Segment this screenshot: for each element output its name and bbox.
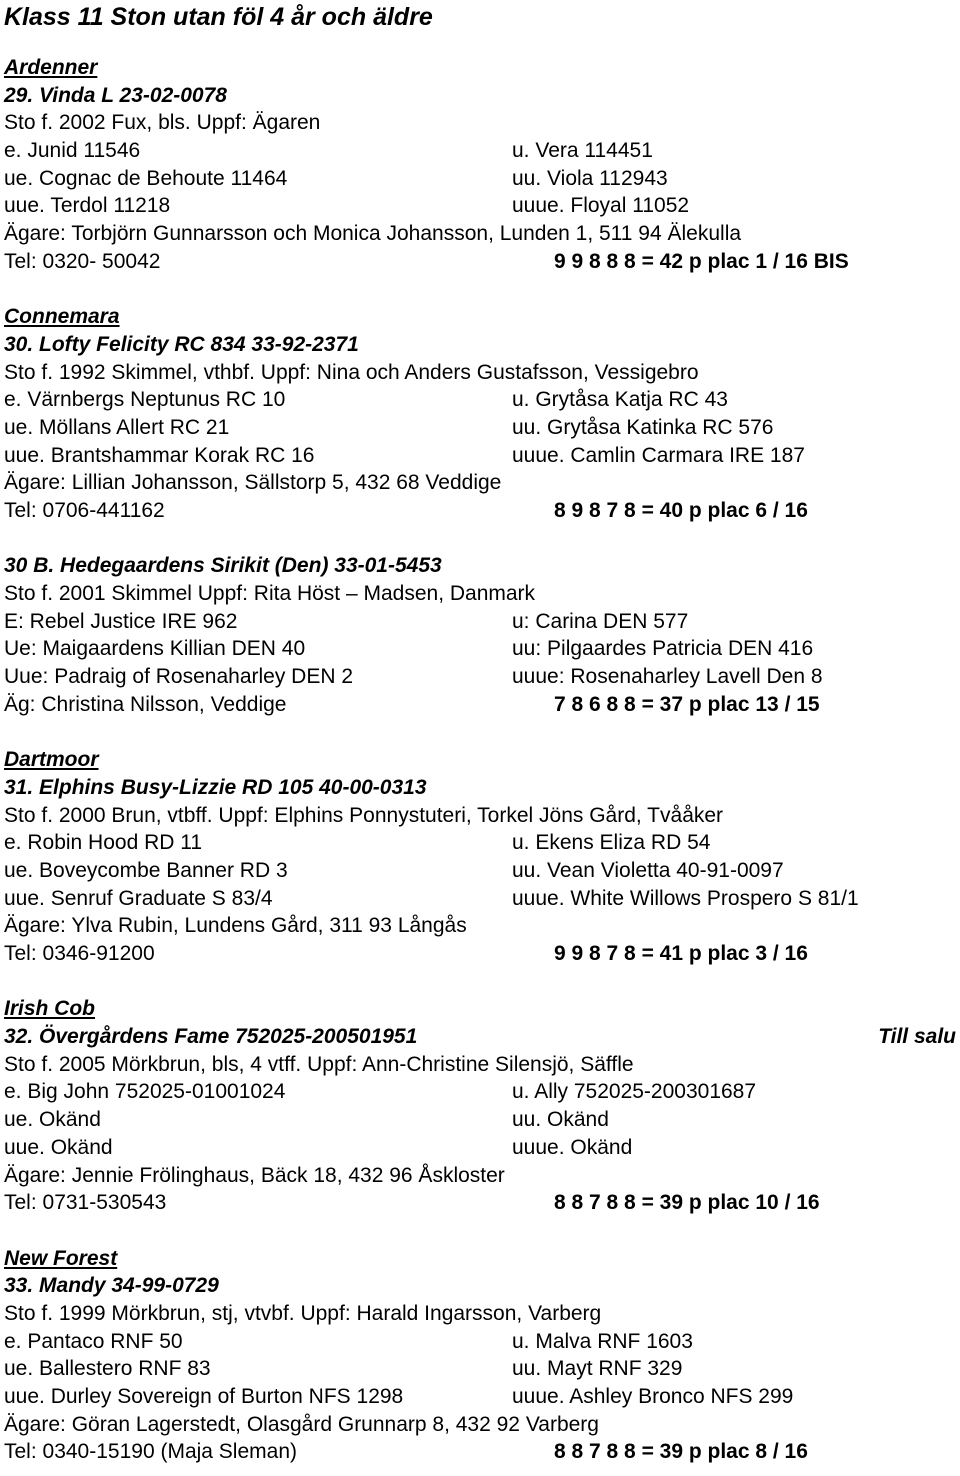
score: 7 8 6 8 8 = 37 p plac 13 / 15 [554, 692, 820, 716]
owner-line: Ägare: Jennie Frölinghaus, Bäck 18, 432 96 Åskloster [4, 1163, 505, 1187]
horse-name-row [4, 1023, 956, 1051]
dam-line: uu: Pilgaardes Patricia DEN 416 [512, 637, 814, 661]
horse-name: 29. Vinda L 23-02-0078 [4, 83, 227, 107]
pedigree-row [4, 1383, 956, 1411]
horse-name: 31. Elphins Busy-Lizzie RD 105 40-00-0313 [4, 775, 427, 799]
pedigree-row [4, 1328, 956, 1356]
horse-name: 33. Mandy 34-99-0729 [4, 1274, 219, 1298]
pedigree-row [4, 1106, 956, 1134]
pedigree-row [4, 857, 956, 885]
section-ardenner [4, 54, 956, 276]
sire-line: e. Robin Hood RD 11 [4, 831, 203, 855]
tel-line: Tel: 0731-530543 [4, 1191, 167, 1215]
horse-info: Sto f. 2001 Skimmel Uppf: Rita Höst – Madsen, Danmark [4, 582, 536, 606]
entry-30b [4, 552, 956, 718]
pedigree-row [4, 608, 956, 636]
pedigree-row [4, 165, 956, 193]
sire-line: uue. Okänd [4, 1135, 113, 1159]
entry-31 [4, 774, 956, 968]
entry-30 [4, 331, 956, 525]
sire-line: uue. Terdol 11218 [4, 194, 171, 218]
horse-info: Sto f. 2005 Mörkbrun, bls, 4 vtff. Uppf: Ann-Christine Silensjö, Säffle [4, 1052, 634, 1076]
dam-line: uu. Vean Violetta 40-91-0097 [512, 858, 784, 882]
tel-score-row [4, 497, 956, 525]
dam-line: uuue. Okänd [512, 1135, 633, 1159]
pedigree-row [4, 192, 956, 220]
dam-line: uu. Mayt RNF 329 [512, 1357, 683, 1381]
tel-line: Tel: 0346-91200 [4, 942, 155, 965]
tel-line: Tel: 0320- 50042 [4, 249, 161, 273]
pedigree-row [4, 442, 956, 470]
owner-line: Ägare: Göran Lagerstedt, Olasgård Grunnarp 8, 432 92 Varberg [4, 1412, 599, 1436]
dam-line: uuue. Floyal 11052 [512, 194, 690, 218]
tel-line: Tel: 0706-441162 [4, 499, 165, 522]
pedigree-row [4, 635, 956, 663]
sire-line: ue. Okänd [4, 1108, 101, 1132]
sire-line: uue. Durley Sovereign of Burton NFS 1298 [4, 1385, 404, 1408]
score: 9 9 8 7 8 = 41 p plac 3 / 16 [554, 942, 808, 965]
dam-line: uuue. Camlin Carmara IRE 187 [512, 443, 805, 467]
pedigree-row [4, 829, 956, 857]
for-sale-tag: Till salu [878, 1025, 956, 1049]
dam-line: uu. Grytåsa Katinka RC 576 [512, 415, 774, 439]
catalog-page [4, 0, 956, 1466]
dam-line: u. Malva RNF 1603 [512, 1329, 693, 1353]
pedigree-row [4, 885, 956, 913]
score: 8 9 8 7 8 = 40 p plac 6 / 16 [554, 499, 808, 522]
score: 8 8 7 8 8 = 39 p plac 8 / 16 [554, 1440, 808, 1464]
pedigree-row [4, 386, 956, 414]
breed-heading: Ardenner [4, 56, 98, 79]
class-title: Klass 11 Ston utan föl 4 år och äldre [4, 3, 433, 31]
section-dartmoor [4, 746, 956, 968]
dam-line: uuue. White Willows Prospero S 81/1 [512, 886, 859, 910]
sire-line: e. Junid 11546 [4, 139, 141, 163]
dam-line: u. Vera 114451 [512, 139, 653, 163]
score: 9 9 8 8 8 = 42 p plac 1 / 16 BIS [554, 249, 849, 273]
pedigree-row [4, 414, 956, 442]
horse-name: 30. Lofty Felicity RC 834 33-92-2371 [4, 332, 359, 356]
breed-heading: Irish Cob [4, 997, 96, 1021]
tel-score-row [4, 1189, 956, 1217]
breed-heading: Connemara [4, 305, 120, 329]
horse-info: Sto f. 1999 Mörkbrun, stj, vtvbf. Uppf: Harald Ingarsson, Varberg [4, 1301, 602, 1325]
horse-info: Sto f. 2000 Brun, vtbff. Uppf: Elphins Ponnystuteri, Torkel Jöns Gård, Tvååker [4, 803, 724, 827]
score: 8 8 7 8 8 = 39 p plac 10 / 16 [554, 1191, 820, 1215]
dam-line: uu. Okänd [512, 1108, 609, 1132]
entry-29 [4, 82, 956, 276]
tel-score-row [4, 248, 956, 276]
dam-line: uu. Viola 112943 [512, 166, 668, 190]
section-connemara [4, 303, 956, 718]
sire-line: ue. Ballestero RNF 83 [4, 1357, 211, 1381]
sire-line: e. Big John 752025-01001024 [4, 1080, 286, 1104]
horse-name: 32. Övergårdens Fame 752025-200501951 [4, 1025, 418, 1049]
owner-line: Ägare: Ylva Rubin, Lundens Gård, 311 93 Långås [4, 914, 467, 938]
dam-line: u. Ekens Eliza RD 54 [512, 831, 711, 855]
dam-line: u: Carina DEN 577 [512, 609, 689, 633]
entry-33 [4, 1272, 956, 1466]
sire-line: e. Pantaco RNF 50 [4, 1329, 183, 1353]
pedigree-row [4, 1134, 956, 1162]
dam-line: u. Grytåsa Katja RC 43 [512, 388, 728, 412]
tel-score-row [4, 691, 956, 719]
pedigree-row [4, 663, 956, 691]
tel-score-row [4, 940, 956, 968]
dam-line: uuue. Ashley Bronco NFS 299 [512, 1385, 794, 1408]
dam-line: u. Ally 752025-200301687 [512, 1080, 757, 1104]
breed-heading: Dartmoor [4, 748, 99, 772]
sire-line: ue. Möllans Allert RC 21 [4, 415, 230, 439]
entry-32 [4, 1023, 956, 1217]
breed-heading: New Forest [4, 1246, 118, 1270]
sire-line: uue. Brantshammar Korak RC 16 [4, 443, 315, 467]
tel-line: Tel: 0340-15190 (Maja Sleman) [4, 1440, 297, 1464]
sire-line: Ue: Maigaardens Killian DEN 40 [4, 637, 306, 661]
sire-line: uue. Senruf Graduate S 83/4 [4, 886, 273, 910]
owner-line: Ägare: Torbjörn Gunnarsson och Monica Johansson, Lunden 1, 511 94 Älekulla [4, 222, 742, 246]
horse-info: Sto f. 1992 Skimmel, vthbf. Uppf: Nina och Anders Gustafsson, Vessigebro [4, 360, 699, 384]
sire-line: ue. Cognac de Behoute 11464 [4, 166, 288, 190]
owner-line: Äg: Christina Nilsson, Veddige [4, 692, 287, 716]
tel-score-row [4, 1438, 956, 1466]
sire-line: Uue: Padraig of Rosenaharley DEN 2 [4, 665, 354, 689]
owner-line: Ägare: Lillian Johansson, Sällstorp 5, 432 68 Veddige [4, 471, 502, 495]
section-irish-cob [4, 995, 956, 1217]
pedigree-row [4, 1078, 956, 1106]
pedigree-row [4, 137, 956, 165]
sire-line: E: Rebel Justice IRE 962 [4, 609, 238, 633]
sire-line: e. Värnbergs Neptunus RC 10 [4, 388, 286, 412]
horse-info: Sto f. 2002 Fux, bls. Uppf: Ägaren [4, 111, 321, 135]
horse-name: 30 B. Hedegaardens Sirikit (Den) 33-01-5453 [4, 554, 442, 578]
section-new-forest [4, 1245, 956, 1467]
sire-line: ue. Boveycombe Banner RD 3 [4, 858, 288, 882]
pedigree-row [4, 1355, 956, 1383]
dam-line: uuue: Rosenaharley Lavell Den 8 [512, 665, 823, 689]
